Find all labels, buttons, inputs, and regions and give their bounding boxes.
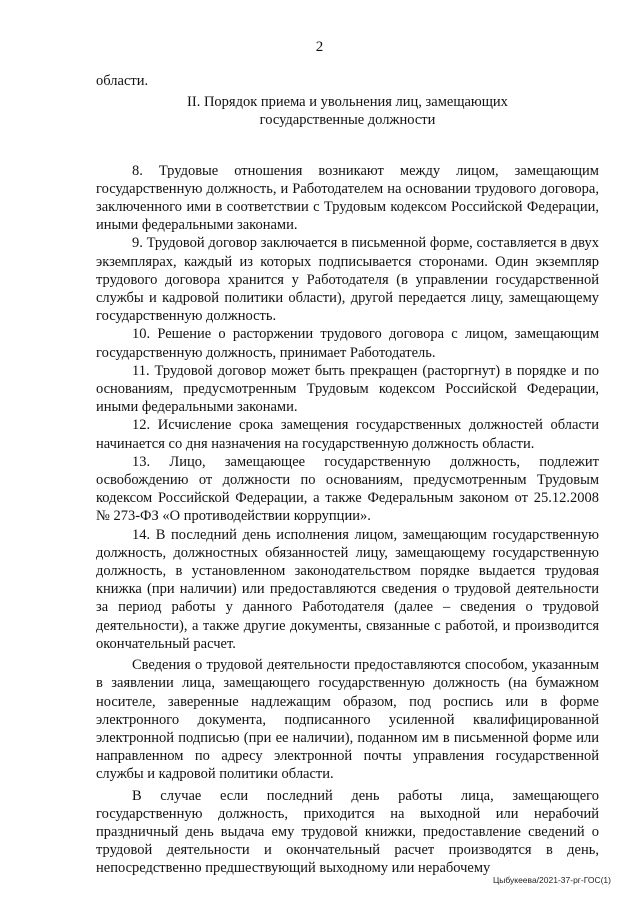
paragraph-12: 12. Исчисление срока замещения государственных должностей области начинается со дня назначения на государственную должность области. (96, 417, 599, 452)
paragraph-11: 11. Трудовой договор может быть прекращен (расторгнут) в порядке и по основаниям, предусмотренным Трудовым кодексом Российской Федерации, иными федеральными законами. (96, 362, 599, 416)
paragraph-9: 9. Трудовой договор заключается в письменной форме, составляется в двух экземплярах, каждый из которых подписывается сторонами. Один экземпляр трудового договора хранится у Работодателя (в управлении государственной службы и кадровой политики области), другой передается лицу, замещающему государственную должность. (96, 235, 599, 325)
section-title-line-1: II. Порядок приема и увольнения лиц, замещающих (187, 94, 508, 111)
continuation-text: области. (96, 73, 149, 89)
paragraph-14-holiday-case: В случае если последний день работы лица, замещающего государственную должность, приходится на выходной или нерабочий праздничный день выдача ему трудовой книжки, предоставление сведений о трудовой деятельности и окончательный расчет производятся в день, непосредственно предшествующий выходному или нерабочему (96, 787, 599, 877)
page-number: 2 (315, 39, 324, 55)
section-title (96, 93, 599, 129)
paragraph-8: 8. Трудовые отношения возникают между лицом, замещающим государственную должность, и Работодателем на основании трудового договора, заключенного ими в соответствии с Трудовым кодексом Российской Федерации, иными федеральными законами. (96, 162, 599, 234)
paragraph-14: 14. В последний день исполнения лицом, замещающим государственную должность, должностных обязанностей лицу, замещающему государственную должность, в установленном законодательством порядке выдается трудовая книжка (при наличии) или предоставляются сведения о трудовой деятельности за период работы у данного Работодателя (далее – сведения о трудовой деятельности), а также другие документы, связанные с работой, и производится окончательный расчет. (96, 526, 599, 652)
paragraph-13: 13. Лицо, замещающее государственную должность, подлежит освобождению от должности по основаниям, предусмотренным Трудовым кодексом Российской Федерации, а также Федеральным законом от 25.12.2008 № 273-ФЗ «О противодействии коррупции». (96, 453, 599, 525)
section-title-line-2: государственные должности (259, 112, 436, 129)
document-reference-footer: Цыбукеева/2021-37-рг-ГОС(1) (492, 875, 611, 885)
paragraph-10: 10. Решение о расторжении трудового договора с лицом, замещающим государственную должность, принимает Работодатель. (96, 326, 599, 361)
paragraph-14-work-records: Сведения о трудовой деятельности предоставляются способом, указанным в заявлении лица, замещающего государственную должность (на бумажном носителе, заверенные надлежащим образом, под роспись или в форме электронного документа, подписанного усиленной квалифицированной электронной подписью (при ее наличии), поданном им в письменной форме или направленном по адресу электронной почты управления государственной службы и кадровой политики области. (96, 657, 599, 783)
document-body (96, 72, 599, 878)
